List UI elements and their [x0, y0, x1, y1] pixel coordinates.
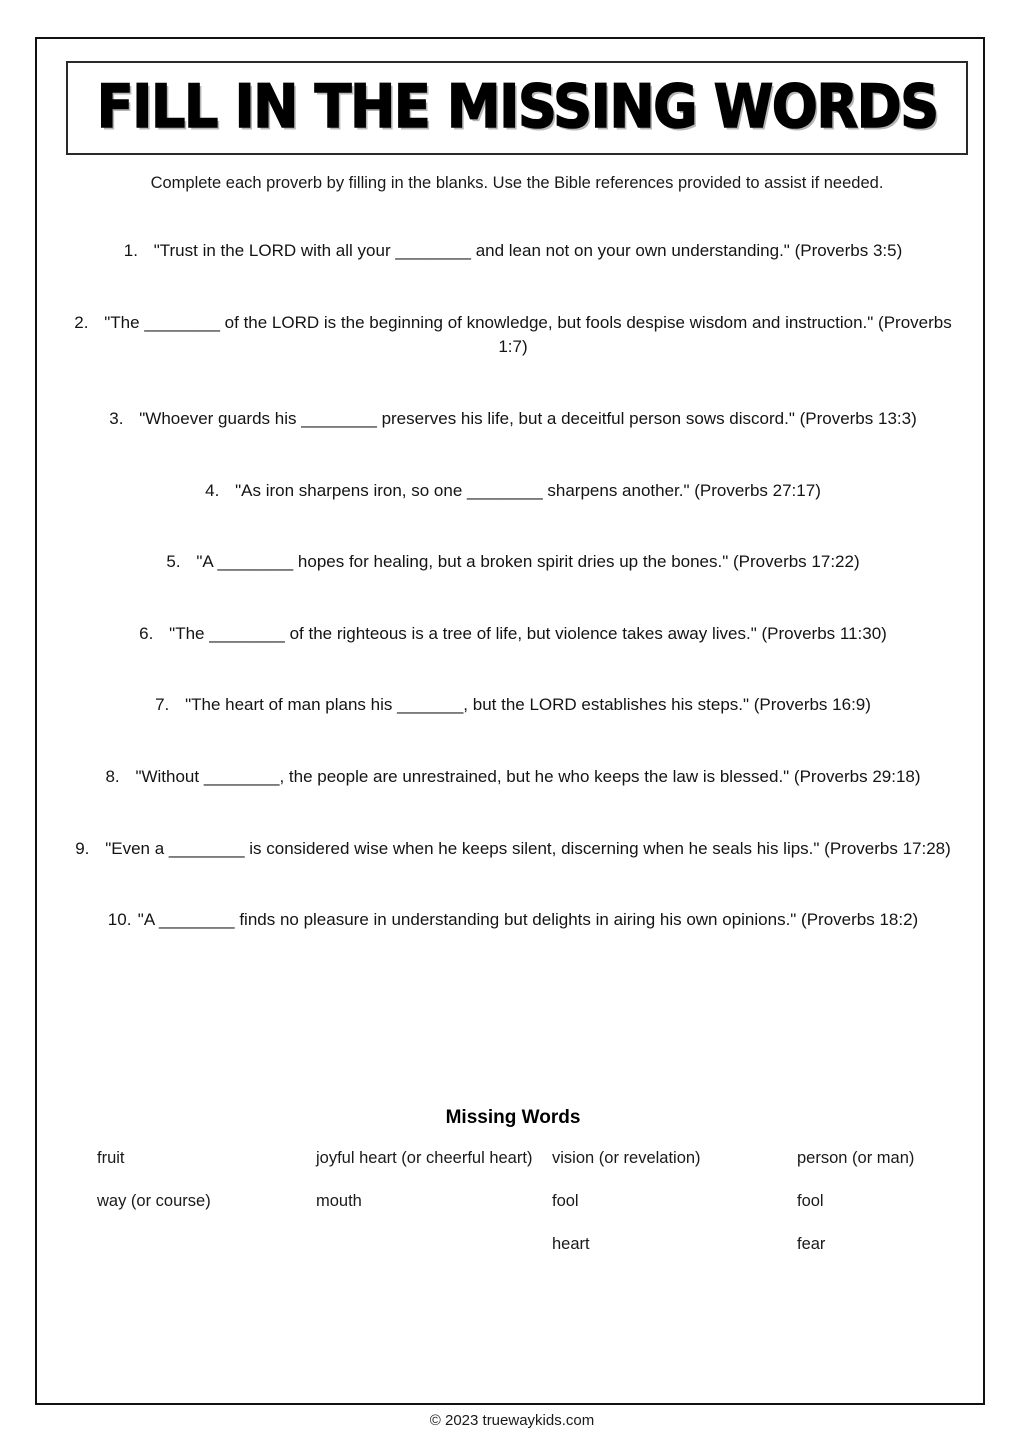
question-text: "A ________ finds no pleasure in understanding but delights in airing his own opinions." (Proverbs 18:2) [137, 910, 919, 930]
question-text: "The heart of man plans his _______, but the LORD establishes his steps." (Proverbs 16:9) [185, 695, 871, 715]
question-text: "A ________ hopes for healing, but a broken spirit dries up the bones." (Proverbs 17:22) [196, 552, 860, 572]
question-number: 9. [75, 838, 90, 858]
missing-words-heading: Missing Words [445, 1107, 581, 1128]
word-bank-item: vision (or revelation) [552, 1149, 701, 1167]
question-text: "Even a ________ is considered wise when he keeps silent, discerning when he seals his lips." (Proverbs 17:28) [105, 838, 951, 858]
word-bank-column [542, 1147, 787, 1257]
word-bank-item: way (or course) [97, 1191, 211, 1210]
word-bank-item: mouth [316, 1191, 362, 1210]
question-number: 8. [105, 767, 120, 787]
question-text: "The ________ of the LORD is the beginning of knowledge, but fools despise wisdom and instruction." (Proverbs 1:7) [104, 312, 952, 357]
questions-list [62, 239, 964, 933]
word-bank-column [787, 1147, 982, 1257]
question-item [62, 837, 964, 862]
word-bank-item: person (or man) [797, 1149, 915, 1167]
instructions-text: Complete each proverb by filling in the blanks. Use the Bible references provided to assist if needed. [150, 174, 884, 192]
question-item [62, 407, 964, 432]
question-text: "As iron sharpens iron, so one ________ sharpens another." (Proverbs 27:17) [235, 480, 821, 500]
footer-copyright: © 2023 truewaykids.com [429, 1412, 595, 1429]
worksheet-page-frame [35, 37, 985, 1405]
question-item [62, 622, 964, 647]
question-item [62, 765, 964, 790]
question-number: 1. [123, 241, 138, 260]
question-number: 7. [155, 695, 170, 715]
question-text: "Without ________, the people are unrestrained, but he who keeps the law is blessed." (Proverbs 29:18) [135, 767, 921, 787]
question-item [62, 479, 964, 504]
worksheet-title-box [66, 61, 968, 155]
question-number: 5. [166, 552, 181, 572]
question-text: "Trust in the LORD with all your ________ and lean not on your own understanding." (Proverbs 3:5) [153, 241, 903, 260]
missing-words-bank [62, 1147, 982, 1257]
word-bank-item: fool [797, 1191, 824, 1210]
question-item [62, 908, 964, 933]
question-number: 4. [205, 480, 220, 500]
question-text: "The ________ of the righteous is a tree of life, but violence takes away lives." (Proverbs 11:30) [169, 623, 887, 643]
page-title: FILL IN THE MISSING WORDS [96, 72, 938, 142]
word-bank-column [62, 1147, 304, 1214]
word-bank-item: fool [552, 1191, 579, 1210]
question-number: 2. [74, 312, 89, 332]
word-bank-item: fear [797, 1234, 826, 1253]
question-item [62, 550, 964, 575]
question-number: 10. [107, 910, 132, 930]
question-item [62, 693, 964, 718]
word-bank-item: heart [552, 1234, 590, 1253]
question-item [62, 239, 964, 264]
question-number: 6. [139, 623, 154, 643]
word-bank-column [304, 1147, 542, 1214]
question-item [62, 311, 964, 360]
question-text: "Whoever guards his ________ preserves his life, but a deceitful person sows discord." (Proverbs 13:3) [139, 408, 917, 428]
word-bank-item: fruit [97, 1149, 125, 1167]
word-bank-item: joyful heart (or cheerful heart) [316, 1149, 533, 1167]
question-number: 3. [109, 408, 124, 428]
